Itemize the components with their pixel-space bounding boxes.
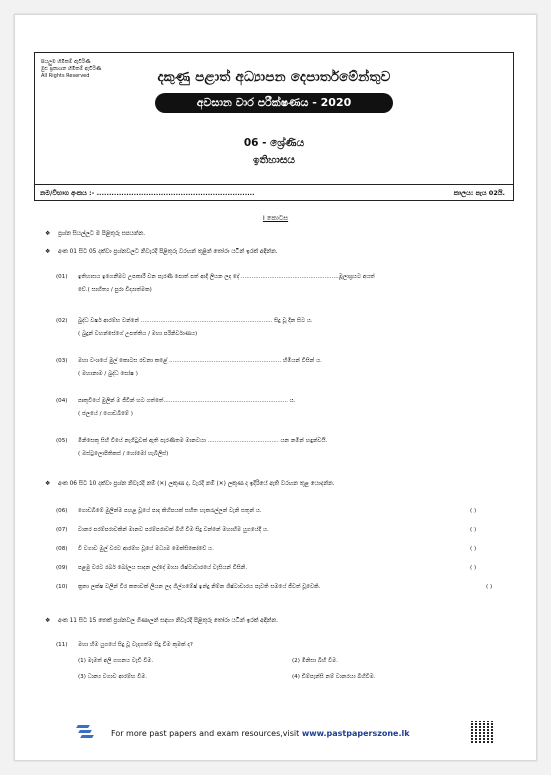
bullet-diamond-icon: ❖ [45,480,51,487]
exam-paper-page: සියලුම හිමිකම් ඇවිරිණි මුළු ප්‍රකාශන හිමිකම් ඇවිරිණි All Rights Reserved දකුණු පළාත් අධ්‍යාපන දෙපාර්තමේන්තුව අවසාන වාර පරීක්ෂණය - 2020 06 - ශ්‍රේණිය ඉතිහාසය නම/විභාග අංකය :- ................................................................ කාලය: පැය 02යි. I කොටස ❖ ප්‍රශ්න සියල්ලට ම පිළිතුරු සපයන්න. ❖ අංක 01 සිට 05 දක්වා ප්‍රශ්නවලට නිවැරදි පිළිතුරු වරහන් තුළින් තෝරා යටින් ඉරක් අඳින්න. (01) ඉතිහාසය ඉගෙනීමට උපකාරී වන පැරණි පොත් පත් ආදී ලියන ලද දේ .......................................................මූලාශ්‍රයට අයත් වේ.( සාහිත්‍ය / පුරා විද්‍යාත්මක) (02) බුද්ධ වර්ෂ ආරම්භ වන්නේ .......................................................................... සිදු වූ දින සිට ය. ( බුදුන් වහන්සේගේ උපත්තිය / මහා පරිනිර්වාණය) (03) මහා වංශයේ මුල් කොටස රචනා කළේ ............................................................... හිමියන් විසින් ය. ( මහානාම / බුද්ධ ඝෝෂ ) (04) පෘතුවියේ මුලින් ම ජීවින් හට ගත්තේ...................................................................... ය. ( ජලයේ / ගොඩබිමේ ) (05) මිනිසෙකු සිහි වියේ නැගිටුවක් ඇති පැරණිතම මානවයා ........................................ යන නමින් හඳුන්වයි. ( ඔස්ට්‍රලොපිතිකස් / හෝමෝ හැබිලිස්) ❖ අංක 06 සිට 10 දක්වා ප්‍රශ්න නිවැරදි නම් (✕) ලකුණ ද, වැරදි නම් (✕) ලකුණ ද ඉදිරියේ ඇති වරහන තුළ යොදන්න. (06) ගොඩබිමේ මුලින්ම පහළ වූයේ පාද කිහිපයක් සහිත හැකරැල්ලන් වැනි සතුන් ය. ( ) (07) වානර පරම්පරාවකින් මානව පරම්පරාවක් බිහි වීම සිදු වන්නේ මහාහිම යුගයේදී ය. ( ) (08) වී වගාව මුල් වරට ආරම්භ වූයේ මධ්‍යම මෙක්සිකෝවේ ය. ( ) (09) පළමු වරට රබර් බෝලය සාදන ලද්දේ මායා ශිෂ්ටාචාරයේ වැසියන් විසිනි. ( ) (10) ක්‍රතා ලක්ෂ වලින් වීර කතාවක් ලියන ලද ගිල්ගමේෂ් ඉන්දු නිම්න ශිෂ්ටාචාරය පැවති සමයේ ජීවත් වූවෙකි. ( ) ❖ අංක 11 සිට 15 තෙක් ප්‍රශ්නවල ගිණාලන් සඳහා නිවැරදි පිළිතුරු තෝරා යටින් ඉරක් අඳින්න. (11) මහා හිම යුගයේ සිදු වූ වැදගත්ම සිදු වීම කුමක් ද? (1) මැමත් අලි ගහනය වැඩි වීම. (2) මිනිසා බිහි වීම. (3) ධාන්‍ය වගාව ආරම්භ වීම. (4) ඩිම්පැන්සි නම් වානරයා බිහිවීම. [14,14,537,761]
bullet-diamond-icon: ❖ [45,248,51,255]
instruction-4: ❖ අංක 11 සිට 15 තෙක් ප්‍රශ්නවල ගිණාලන් සඳහා නිවැරදි පිළිතුරු තෝරා යටින් ඉරක් අඳින්න. [45,617,278,624]
answer-bracket[interactable]: ( ) [470,508,477,514]
exam-title-banner: අවසාන වාර පරීක්ෂණය - 2020 [155,93,393,113]
grade-label: 06 - ශ්‍රේණිය [243,137,305,149]
answer-bracket[interactable]: ( ) [470,527,477,533]
q11-option-3[interactable]: (3) ධාන්‍ය වගාව ආරම්භ වීම. [78,674,148,680]
instruction-1: ❖ ප්‍රශ්න සියල්ලට ම පිළිතුරු සපයන්න. [45,230,146,237]
subject-label: ඉතිහාසය [253,154,295,166]
bullet-diamond-icon: ❖ [45,230,51,237]
name-time-row [35,184,513,200]
time-allowed: කාලය: පැය 02යි. [453,189,505,197]
footer-text: For more past papers and exam resources,visit www.pastpaperszone.lk [111,729,410,738]
answer-bracket[interactable]: ( ) [486,584,493,590]
pastpaperszone-logo-icon [75,722,93,740]
name-index-label: නම/විභාග අංකය :- ................................................................ [40,189,255,197]
instruction-2: ❖ අංක 01 සිට 05 දක්වා ප්‍රශ්නවලට නිවැරදි පිළිතුරු වරහන් තුළින් තෝරා යටින් ඉරක් අඳින්න. [45,248,278,255]
department-title: දකුණු පළාත් අධ්‍යාපන දෙපාර්තමේන්තුව [157,69,391,85]
footer-link[interactable]: www.pastpaperszone.lk [301,729,410,738]
q11-option-1[interactable]: (1) මැමත් අලි ගහනය වැඩි වීම. [78,658,154,664]
bullet-diamond-icon: ❖ [45,617,51,624]
q11-option-4[interactable]: (4) ඩිම්පැන්සි නම් වානරයා බිහිවීම. [292,674,376,680]
footer-banner [75,718,509,748]
paper-header-box [34,52,514,201]
answer-bracket[interactable]: ( ) [470,546,477,552]
part-title: I කොටස [262,214,289,222]
rights-reserved-note: සියලුම හිමිකම් ඇවිරිණි මුළු ප්‍රකාශන හිමිකම් ඇවිරිණි All Rights Reserved [41,59,102,79]
answer-bracket[interactable]: ( ) [470,565,477,571]
instruction-3: ❖ අංක 06 සිට 10 දක්වා ප්‍රශ්න නිවැරදි නම් (✕) ලකුණ ද, වැරදි නම් (✕) ලකුණ ද ඉදිරියේ ඇති වරහන තුළ යොදන්න. [45,480,335,487]
qr-code-icon [471,721,493,743]
q11-option-2[interactable]: (2) මිනිසා බිහි වීම. [292,658,338,664]
